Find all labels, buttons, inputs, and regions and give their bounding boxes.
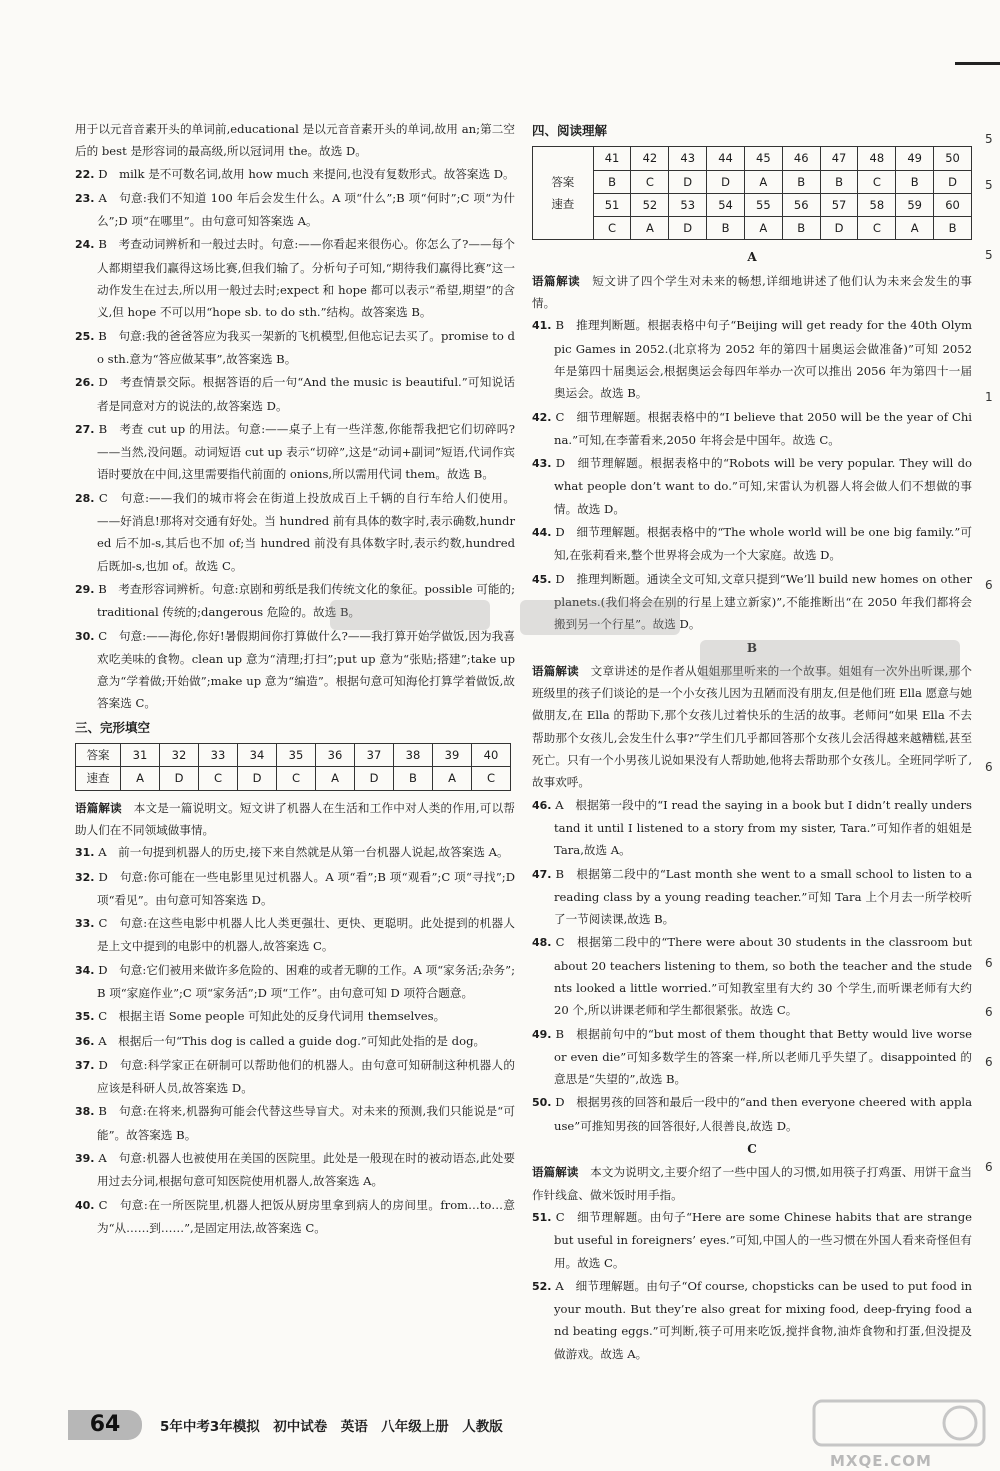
table-cell: C	[472, 767, 511, 790]
answer-item	[532, 794, 972, 862]
item-number: 25.	[75, 329, 95, 343]
table-cell: A	[121, 767, 160, 790]
answer-table-reading	[532, 146, 972, 240]
item-number: 22.	[75, 167, 95, 181]
item-number: 29.	[75, 582, 95, 596]
page-number: 64	[68, 1410, 142, 1440]
answer-item	[75, 625, 515, 715]
item-number: 46.	[532, 798, 552, 812]
table-cell: B	[782, 217, 820, 240]
item-list-grammar	[75, 163, 515, 715]
item-text: A 细节理解题。由句子“Of course, chopsticks can be used to put food in your mouth. But they’re also great for mixing food, deep-frying food and beating eggs.”可判断,筷子可用来吃饭,搅拌食物,油炸食物和打蛋,但没提及做游戏。故选 A。	[554, 1278, 972, 1361]
table-label-top: 答案	[551, 175, 575, 190]
edge-mark: 5	[985, 248, 993, 262]
table-row	[533, 193, 972, 216]
item-number: 31.	[75, 846, 95, 860]
passage-cloze	[75, 797, 515, 842]
table-label	[533, 147, 594, 240]
right-column	[532, 118, 972, 1366]
table-cell: 34	[238, 744, 277, 767]
item-text: D 句意:科学家正在研制可以帮助他们的机器人。由句意可知研制这种机器人的应该是科研人员,故答案选 D。	[97, 1057, 515, 1096]
passage-text: 本文为说明文,主要介绍了一些中国人的习惯,如用筷子打鸡蛋、用饼干盒当作针线盒、做米饭时用手指。	[532, 1165, 973, 1202]
section3-title: 三、完形填空	[75, 719, 151, 735]
table-cell: 45	[744, 147, 782, 170]
table-cell: B	[593, 170, 631, 193]
item-list-reading-a	[532, 314, 972, 635]
table-cell: 31	[121, 744, 160, 767]
answer-item	[75, 187, 515, 233]
answer-item	[75, 866, 515, 912]
item-text: C 句意:在这些电影中机器人比人类更强壮、更快、更聪明。此处提到的机器人是上文中提到的电影中的机器人,故答案选 C。	[97, 916, 516, 954]
edge-mark: 1	[985, 390, 993, 404]
table-cell: A	[316, 767, 355, 790]
edge-mark: 5	[985, 132, 993, 146]
table-cell: 49	[896, 147, 934, 170]
left-column	[75, 118, 515, 1240]
item-list-reading-c	[532, 1206, 972, 1365]
answer-item	[532, 863, 972, 931]
table-cell: 54	[707, 193, 745, 216]
scan-smudge	[330, 600, 490, 630]
book-title: 5年中考3年模拟 初中试卷 英语 八年级上册 人教版	[160, 1419, 503, 1435]
table-cell: C	[858, 170, 896, 193]
item-text: D 句意:你可能在一些电影里见过机器人。A 项“看”;B 项“观看”;C 项“寻找”;D 项“看见”。由句意可知答案选 D。	[97, 869, 515, 907]
table-cell: D	[355, 767, 394, 790]
table-cell: 48	[858, 147, 896, 170]
table-cell: 38	[394, 744, 433, 767]
item-text: B 句意:我的爸爸答应为我买一架新的飞机模型,但他忘记去买了。promise to do sth.意为“答应做某事”,故答案选 B。	[97, 328, 515, 366]
table-cell: 52	[631, 193, 669, 216]
item-text: D milk 是不可数名词,故用 how much 来提问,也没有复数形式。故答案选 D。	[98, 166, 515, 181]
answer-item	[75, 1005, 515, 1028]
item-number: 50.	[532, 1096, 552, 1110]
table-cell: 57	[820, 193, 858, 216]
item-number: 48.	[532, 936, 552, 950]
table-cell: 60	[934, 193, 972, 216]
table-cell: B	[896, 170, 934, 193]
item-number: 47.	[532, 867, 552, 881]
answer-item	[532, 1206, 972, 1274]
table-cell: 35	[277, 744, 316, 767]
answer-item	[532, 406, 972, 452]
edge-mark: 6	[985, 1055, 993, 1069]
item-text: D 细节理解题。根据表格中的“Robots will be very popular. They will do what people don’t want to do.”可知,宋雷认为机器人将会做人们不想做的事情。故选 D。	[554, 456, 973, 516]
item-number: 51.	[532, 1210, 552, 1224]
item-text: A 根据后一句“This dog is called a guide dog.”可知此处指的是 dog。	[98, 1033, 486, 1048]
item-text: B 考查形容词辨析。句意:京剧和剪纸是我们传统文化的象征。possible 可能的;traditional 传统的;dangerous 危险的。故选 B。	[97, 581, 515, 620]
table-label-bottom: 速查	[551, 197, 575, 212]
item-text: A 根据第一段中的“I read the saying in a book but I didn’t really understand it until I listened to a story from my sister, Tara.”可知作者的姐姐是 Tara,故选 A。	[554, 797, 972, 858]
answer-item	[75, 912, 515, 958]
item-number: 49.	[532, 1027, 552, 1041]
answer-item	[532, 314, 972, 404]
passage-c	[532, 1161, 972, 1206]
answer-table-cloze	[75, 743, 511, 791]
answer-item	[75, 418, 515, 486]
edge-mark: 6	[985, 578, 993, 592]
edge-mark: 5	[985, 178, 993, 192]
answer-item	[75, 371, 515, 417]
table-cell: 50	[934, 147, 972, 170]
answer-item	[532, 452, 972, 520]
answer-item	[75, 1194, 515, 1240]
answer-item	[532, 931, 972, 1021]
answer-item	[75, 233, 515, 323]
answer-item	[532, 521, 972, 567]
table-cell: D	[934, 170, 972, 193]
item-text: D 推理判断题。通读全文可知,文章只提到“We’ll build new homes on other planets.(我们将会在别的行星上建立新家)”,不能推断出“在 2050 年我们都将会搬到另一个行星”。故选 D。	[554, 571, 972, 632]
item-number: 23.	[75, 191, 95, 205]
item-number: 42.	[532, 410, 552, 424]
answer-item	[532, 1275, 972, 1365]
item-number: 40.	[75, 1198, 95, 1212]
table-cell: 33	[199, 744, 238, 767]
table-cell: C	[631, 170, 669, 193]
table-label: 答案	[76, 744, 121, 767]
item-number: 35.	[75, 1010, 95, 1024]
item-text: B 考查 cut up 的用法。句意:——桌子上有一些洋葱,你能帮我把它们切碎吗?——当然,没问题。动词短语 cut up 表示“切碎”,这是“动词+副词”短语,代词作宾语时要放在中间,这里需要指代前面的 onions,所以需用代词 them。故选 B。	[97, 421, 515, 482]
table-cell: 43	[669, 147, 707, 170]
item-number: 43.	[532, 457, 552, 471]
table-cell: 41	[593, 147, 631, 170]
passage-b-heading: B	[746, 640, 758, 655]
table-cell: B	[782, 170, 820, 193]
passage-a	[532, 270, 972, 315]
table-cell: 47	[820, 147, 858, 170]
item-text: B 推理判断题。根据表格中句子“Beijing will get ready for the 40th Olympic Games in 2052.(北京将为 2052 年的第四十届奥运会做准备)”可知 2052 年是第四十届奥运会,根据奥运会每四年举办一次可以推出 2056 年为第四十一届奥运会。故选 B。	[554, 318, 972, 401]
item-number: 37.	[75, 1058, 95, 1072]
item-number: 36.	[75, 1034, 95, 1048]
answer-item	[532, 1023, 972, 1091]
answer-item	[75, 1054, 515, 1100]
answer-item	[75, 1030, 515, 1053]
table-label: 速查	[76, 767, 121, 790]
edge-mark: 6	[985, 956, 993, 970]
answer-item	[75, 487, 515, 577]
item-number: 45.	[532, 572, 552, 586]
passage-text: 文章讲述的是作者从姐姐那里听来的一个故事。姐姐有一次外出听课,那个班级里的孩子们谈论的是一个小女孩儿因为丑陋而没有朋友,但是他们班 Ella 愿意与她做朋友,在 Ella 的帮助下,那个女孩儿过着快乐的生活的故事。老师问“如果 Ella 不去帮助那个女孩儿,会发生什么事?”学生们几乎都回答那个女孩儿会活得越来越糟糕,甚至死亡。只有一个小男孩儿说如果没有人帮助她,他将去帮助那个女孩儿。全班同学听了,故事欢呼。	[532, 663, 972, 790]
item-number: 28.	[75, 491, 95, 505]
answer-item	[75, 959, 515, 1005]
section4-title: 四、阅读理解	[532, 123, 608, 138]
item-number: 33.	[75, 917, 95, 931]
item-text: A 句意:机器人也被使用在美国的医院里。此处是一般现在时的被动语态,此处要用过去分词,根据句意可知医院使用机器人,故答案选 A。	[97, 1151, 516, 1189]
table-cell: 59	[896, 193, 934, 216]
passage-tag: 语篇解读	[532, 1165, 579, 1180]
table-cell: D	[238, 767, 277, 790]
item-text: C 句意:在一所医院里,机器人把饭从厨房里拿到病人的房间里。from…to…意为“从……到……”,是固定用法,故答案选 C。	[97, 1197, 516, 1235]
table-cell: D	[669, 217, 707, 240]
table-cell: A	[896, 217, 934, 240]
scan-smudge	[520, 600, 680, 635]
item-number: 41.	[532, 319, 552, 333]
passage-tag: 语篇解读	[532, 663, 579, 678]
item-number: 44.	[532, 526, 552, 540]
item-text: C 句意:——我们的城市将会在街道上投放成百上千辆的自行车给人们使用。——好消息!那将对交通有好处。当 hundred 前有具体的数字时,表示确数,hundred 后不加-s,其后也不加 of;当 hundred 前没有具体数字时,表示约数,hundred 后既加-s,也加 of。故选 C。	[97, 490, 516, 573]
item-text: B 根据前句中的“but most of them thought that Betty would live worse or even die”可知多数学生的答案一样,所以老师几乎失望了。disappointed 的意思是“失望的”,故选 B。	[554, 1026, 973, 1087]
table-cell: D	[820, 217, 858, 240]
table-cell: C	[858, 217, 896, 240]
edge-mark: 6	[985, 1160, 993, 1174]
table-cell: D	[160, 767, 199, 790]
item-text: D 根据男孩的回答和最后一段中的“and then everyone cheered with applause”可推知男孩的回答很好,人很善良,故选 D。	[554, 1095, 972, 1133]
table-cell: A	[433, 767, 472, 790]
item-text: A 前一句提到机器人的历史,接下来自然就是从第一台机器人说起,故答案选 A。	[98, 845, 509, 860]
intro-text: 用于以元音音素开头的单词前,educational 是以元音音素开头的单词,故用 an;第二空后的 best 是形容词的最高级,所以冠词用 the。故选 D。	[75, 122, 515, 159]
table-row	[76, 744, 511, 767]
table-cell: 44	[707, 147, 745, 170]
passage-c-heading: C	[747, 1142, 757, 1157]
item-list-cloze	[75, 841, 515, 1239]
item-text: C 句意:——海伦,你好!暑假期间你打算做什么?——我打算开始学做饭,因为我喜欢吃美味的食物。clean up 意为“清理;打扫”;put up 意为“张贴;搭建”;take up 意为“学着做;开始做”;make up 意为“编造”。根据句意可知海伦打算学着做饭,故答案选 C。	[97, 628, 515, 711]
table-cell: B	[394, 767, 433, 790]
item-text: C 根据第二段中的“There were about 30 students in the classroom but about 20 teachers listening to them, so both the teacher and the students looked a little worried.”可知教室里有大约 30 个学生,而听课老师有大约 20 个,所以讲课老师和学生都很紧张。故选 C。	[554, 935, 973, 1018]
table-cell: 40	[472, 744, 511, 767]
scan-smudge	[700, 640, 960, 680]
item-list-reading-b	[532, 794, 972, 1137]
item-number: 34.	[75, 963, 95, 977]
table-cell: 51	[593, 193, 631, 216]
table-cell: A	[744, 217, 782, 240]
passage-a-heading: A	[747, 250, 757, 265]
table-cell: 37	[355, 744, 394, 767]
table-cell: A	[744, 170, 782, 193]
table-cell: C	[277, 767, 316, 790]
table-cell: 42	[631, 147, 669, 170]
table-cell: D	[669, 170, 707, 193]
table-cell: A	[631, 217, 669, 240]
table-cell: 55	[744, 193, 782, 216]
item-text: A 句意:我们不知道 100 年后会发生什么。A 项“什么”;B 项“何时”;C 项“为什么”;D 项“在哪里”。由句意可知答案选 A。	[97, 190, 515, 229]
item-number: 52.	[532, 1279, 552, 1293]
item-text: D 细节理解题。根据表格中的“The whole world will be one big family.”可知,在张莉看来,整个世界将会成为一个大家庭。故选 D。	[554, 525, 972, 563]
table-cell: C	[593, 217, 631, 240]
item-text: C 细节理解题。由句子“Here are some Chinese habits that are strange but useful in foreigners’ eyes.”可知,中国人的一些习惯在外国人看来奇怪但有用。故选 C。	[554, 1209, 973, 1270]
table-cell: 58	[858, 193, 896, 216]
passage-text: 本文是一篇说明文。短文讲了机器人在生活和工作中对人类的作用,可以帮助人们在不同领域做事情。	[75, 800, 515, 837]
answer-item	[75, 1100, 515, 1146]
item-text: D 句意:它们被用来做许多危险的、困难的或者无聊的工作。A 项“家务活;杂务”;B 项“家庭作业”;C 项“家务活”;D 项“工作”。由句意可知 D 项符合题意。	[97, 962, 515, 1000]
page-footer	[68, 1410, 608, 1440]
passage-tag: 语篇解读	[532, 273, 581, 288]
answer-item	[75, 841, 515, 864]
table-row	[533, 217, 972, 240]
passage-tag: 语篇解读	[75, 800, 122, 815]
table-row	[533, 170, 972, 193]
item-number: 27.	[75, 422, 95, 436]
item-number: 39.	[75, 1152, 95, 1166]
passage-text: 短文讲了四个学生对未来的畅想,详细地讲述了他们认为未来会发生的事情。	[532, 273, 972, 311]
answer-item	[75, 1147, 515, 1193]
item-number: 30.	[75, 629, 95, 643]
table-cell: 32	[160, 744, 199, 767]
item-text: C 细节理解题。根据表格中的“I believe that 2050 will be the year of China.”可知,在李蕾看来,2050 年将会是中国年。故选 C。	[554, 409, 973, 447]
table-row	[76, 767, 511, 790]
table-cell: C	[199, 767, 238, 790]
table-cell: D	[707, 170, 745, 193]
item-number: 26.	[75, 376, 95, 390]
item-text: D 考查情景交际。根据答语的后一句“And the music is beautiful.”可知说话者是同意对方的说法的,故答案选 D。	[97, 375, 516, 413]
item-number: 24.	[75, 238, 95, 252]
edge-mark: 6	[985, 760, 993, 774]
item-text: B 句意:在将来,机器狗可能会代替这些导盲犬。对未来的预测,我们只能说是“可能”。故答案选 B。	[97, 1104, 516, 1142]
table-cell: B	[820, 170, 858, 193]
table-cell: 39	[433, 744, 472, 767]
item-number: 32.	[75, 870, 95, 884]
item-text: C 根据主语 Some people 可知此处的反身代词用 themselves。	[98, 1009, 446, 1024]
answer-item	[75, 163, 515, 186]
watermark-text: MXQE.COM	[830, 1452, 932, 1470]
table-cell: B	[934, 217, 972, 240]
answer-item	[532, 1091, 972, 1137]
edge-mark: 6	[985, 1005, 993, 1019]
item-text: B 根据第二段中的“Last month she went to a small school to listen to a reading class by a young reading teacher.”可知 Tara 上个月去一所学校听了一节阅读课,故选 B。	[554, 866, 973, 927]
table-row	[533, 147, 972, 170]
table-cell: 56	[782, 193, 820, 216]
table-cell: 53	[669, 193, 707, 216]
item-text: B 考查动词辨析和一般过去时。句意:——你看起来很伤心。你怎么了?——每个人都期望我们赢得这场比赛,但我们输了。分析句子可知,“期待我们赢得比赛”这一动作发生在过去,所以用一般过去时;expect 和 hope 都可以表示“希望,期望”的含义,但 hope 不可以用“hope sb. to do sth.”结构。故答案选 B。	[97, 237, 515, 320]
table-cell: 36	[316, 744, 355, 767]
answer-item	[75, 325, 515, 371]
table-cell: 46	[782, 147, 820, 170]
item-number: 38.	[75, 1105, 95, 1119]
table-cell: B	[707, 217, 745, 240]
top-rule	[955, 62, 1000, 65]
